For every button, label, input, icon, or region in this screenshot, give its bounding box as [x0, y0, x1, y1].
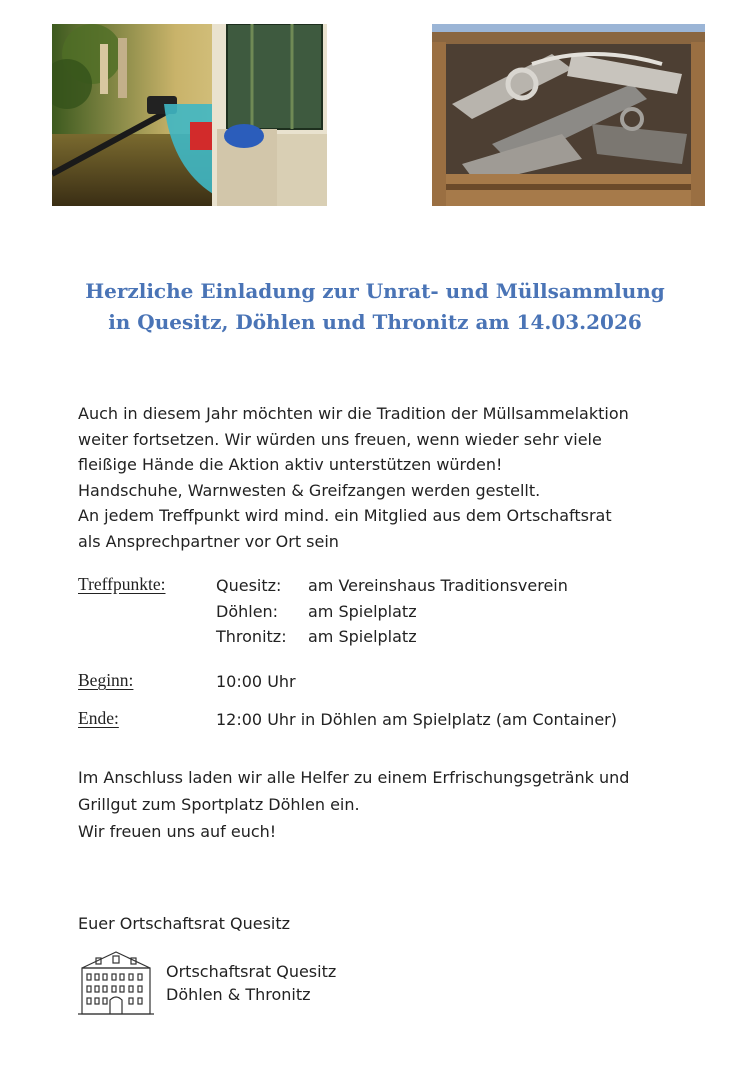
place-location: am Vereinshaus Traditionsverein [308, 576, 568, 595]
signoff: Euer Ortschaftsrat Quesitz [78, 914, 291, 933]
litter-picking-photo [52, 24, 327, 206]
intro-line: weiter fortsetzen. Wir würden uns freuen, wenn wieder sehr viele [78, 429, 602, 449]
logo-line-2: Döhlen & Thronitz [166, 985, 311, 1004]
title-line-1: Herzliche Einladung zur Unrat- und Müllsammlung [85, 279, 665, 303]
intro-line: Auch in diesem Jahr möchten wir die Tradition der Müllsammelaktion [78, 404, 629, 423]
logo-line-1: Ortschaftsrat Quesitz [166, 962, 337, 981]
logo-text [166, 960, 336, 1006]
closing-line: Wir freuen uns auf euch! [78, 822, 277, 841]
invitation-title [0, 276, 750, 338]
closing-line: Im Anschluss laden wir alle Helfer zu einem Erfrischungsgetränk und [78, 768, 630, 787]
scrap-container-photo [432, 24, 705, 206]
place-name: Quesitz: [216, 576, 282, 595]
closing-line: Grillgut zum Sportplatz Döhlen ein. [78, 795, 360, 814]
intro-line: fleißige Hände die Aktion aktiv unterstützen würden! [78, 455, 503, 474]
ende-value: 12:00 Uhr in Döhlen am Spielplatz (am Container) [216, 710, 617, 729]
townhall-building-icon [78, 948, 154, 1018]
place-location: am Spielplatz [308, 627, 417, 646]
closing-paragraph [78, 764, 629, 845]
place-name: Döhlen: [216, 602, 279, 621]
intro-line: als Ansprechpartner vor Ort sein [78, 531, 339, 551]
intro-paragraph [78, 401, 718, 554]
treffpunkte-label: Treffpunkte: [78, 574, 166, 594]
intro-line: Handschuhe, Warnwesten & Greifzangen werden gestellt. [78, 480, 541, 500]
place-name: Thronitz: [216, 627, 287, 646]
place-location: am Spielplatz [308, 602, 417, 621]
beginn-value: 10:00 Uhr [216, 672, 296, 691]
intro-line: An jedem Treffpunkt wird mind. ein Mitglied aus dem Ortschaftsrat [78, 506, 612, 525]
title-line-2: in Quesitz, Döhlen und Thronitz am 14.03.2026 [108, 310, 642, 334]
ende-label: Ende: [78, 708, 119, 728]
beginn-label: Beginn: [78, 670, 134, 690]
